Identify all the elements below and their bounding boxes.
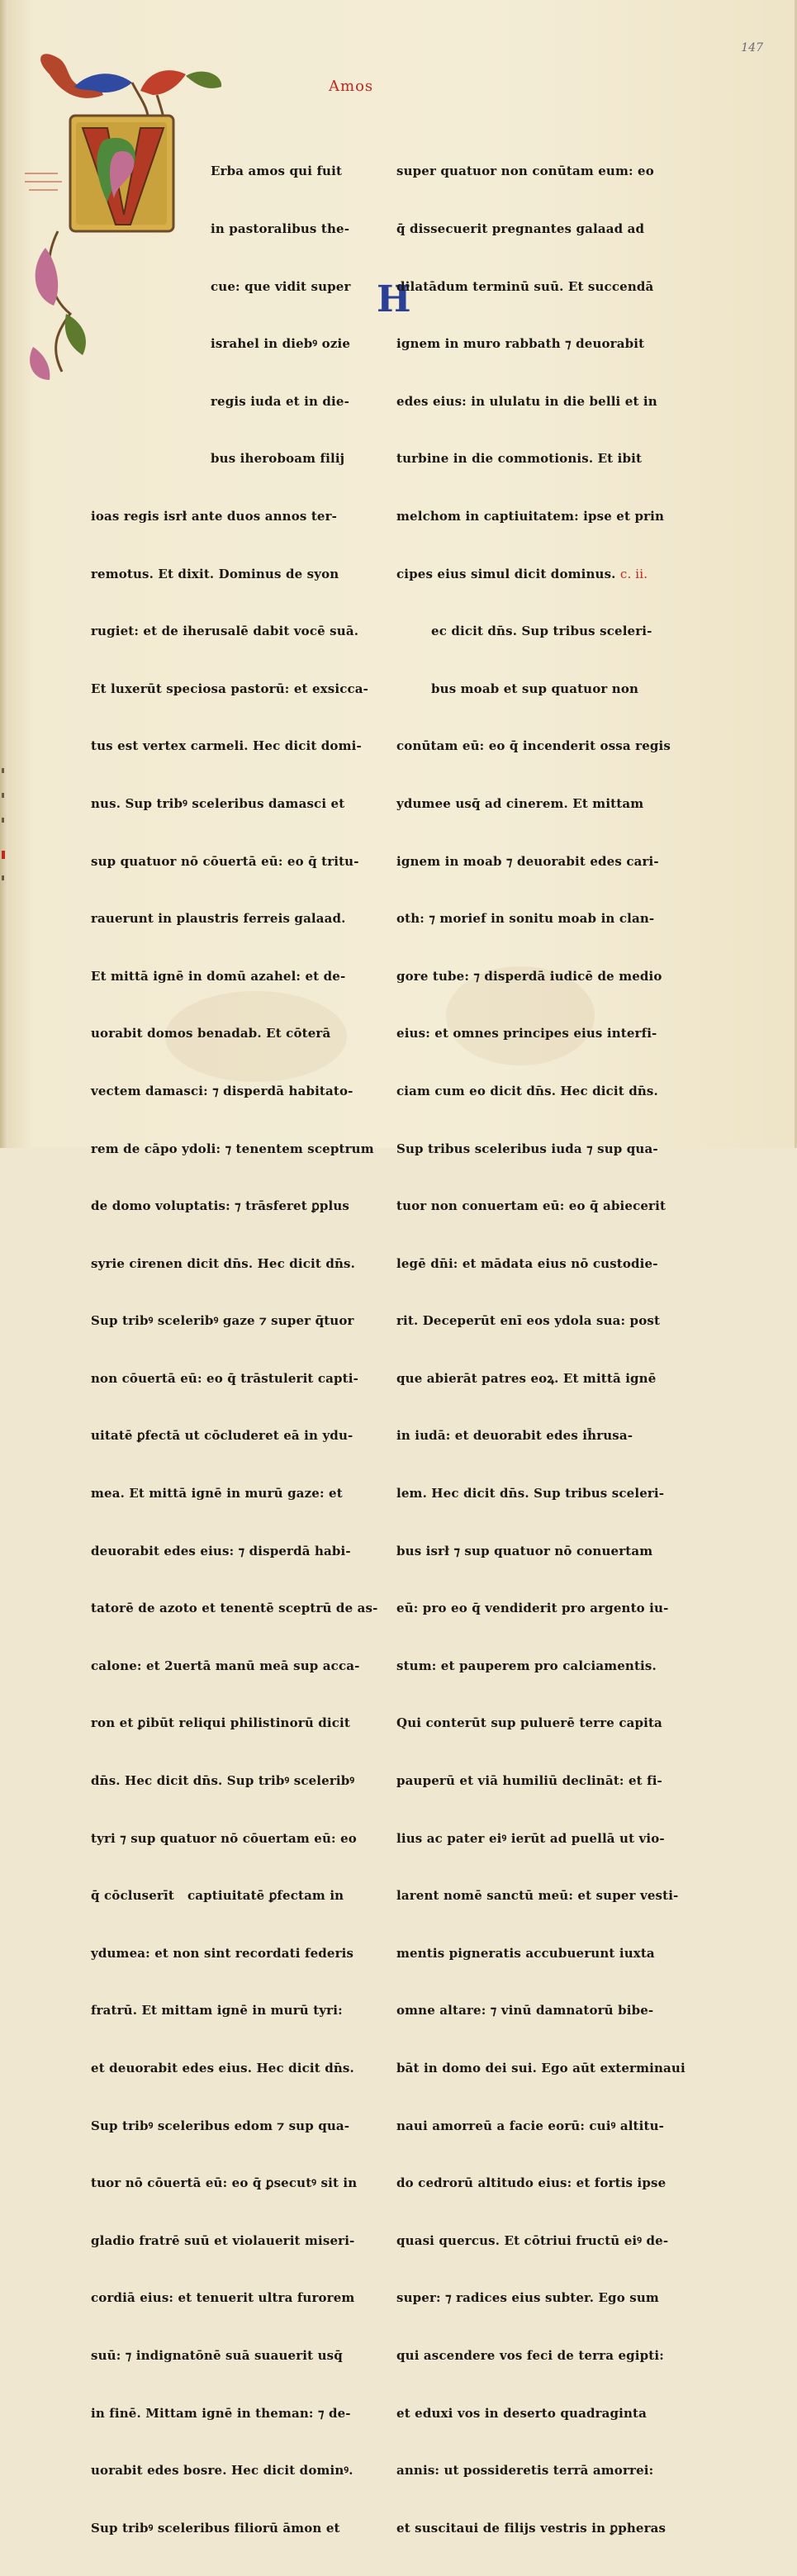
text-line: Sup tribꝰ sceleribꝰ gaze ⁊ super q̄tuor <box>91 1313 354 1329</box>
text-line: regis iuda et in die- <box>211 393 349 409</box>
text-line: tuor non conuertam eū: eo q̄ abiecerit <box>396 1198 667 1214</box>
text-line: in finē. Mittam ignē in theman: ⁊ de- <box>91 2405 351 2421</box>
text-line: in pastoralibus the- <box>211 221 350 236</box>
text-line: in iudā: et deuorabit edes ih̄rusa- <box>396 1428 633 1444</box>
text-line: uorabit edes bosre. Hec dicit dominꝰ. <box>91 2463 353 2479</box>
acanthus-leaf-icon <box>65 314 86 355</box>
acanthus-leaf-icon <box>186 72 221 88</box>
text-column-left <box>91 124 377 2576</box>
text-line: q̄ cōcluserīt captiuitatē ꝑfectam in <box>91 1888 344 1904</box>
text-line <box>396 565 686 584</box>
text-line: pauperū et viā humiliū declināt: et fi- <box>396 1773 662 1789</box>
text-line: et suscitaui de filijs vestris in ꝑpheras <box>396 2520 667 2536</box>
text-line: fratrū. Et mittam ignē in murū tyri: <box>91 2003 343 2019</box>
acanthus-leaf-icon <box>36 248 59 306</box>
text-line: ignem in moab ⁊ deuorabit edes cari- <box>396 853 659 869</box>
text-line: melchom in captiuitatem: ipse et prin <box>396 508 665 524</box>
text-line: vectem damasci: ⁊ disperdā habitato- <box>91 1083 353 1098</box>
text-line: quasi quercus. Et cōtriui fructū eiꝰ de- <box>396 2232 669 2248</box>
text-line: deuorabit edes eius: ⁊ disperdā habi- <box>91 1543 351 1558</box>
text-line: calone: et 2uertā manū meā sup acca- <box>91 1658 360 1673</box>
text-line: sup quatuor nō cōuertā eū: eo q̄ tritu- <box>91 853 359 869</box>
text-line: rem de cāpo ydoli: ⁊ tenentem sceptrum <box>91 1141 374 1156</box>
text-line: tus est vertex carmeli. Hec dicit domi- <box>91 738 362 754</box>
text-line: Sup tribus sceleribus iuda ⁊ sup qua- <box>396 1141 658 1156</box>
text-line: uitatē ꝑfectā ut cōcluderet eā in ydu- <box>91 1428 353 1444</box>
text-line: edes eius: in ululatu in die belli et in <box>396 393 657 409</box>
text-line: cue: que vidit super <box>211 278 351 294</box>
text-line: israhel in diebꝰ ozie <box>211 336 351 352</box>
text-line: tatorē de azoto et tenentē sceptrū de as- <box>91 1601 378 1616</box>
text-line: ciam cum eo dicit dn̄s. Hec dicit dn̄s. <box>396 1083 658 1098</box>
text-line: ec dicit dn̄s. Sup tribus sceleri- <box>431 624 652 639</box>
text-line: non cōuertā eū: eo q̄ trāstulerit capti- <box>91 1370 358 1386</box>
text-line: do cedrorū altitudo eius: et fortis ipse <box>396 2175 667 2191</box>
acanthus-leaf-icon <box>140 70 186 95</box>
text-line: nus. Sup tribꝰ sceleribus damasci et <box>91 795 345 811</box>
text-line: uorabit domos benadab. Et cōterā <box>91 1026 331 1041</box>
text-line: lius ac pater eiꝰ ierūt ad puellā ut vio- <box>396 1830 665 1846</box>
text-line: rugiet: et de iherusalē dabit vocē suā. <box>91 624 359 639</box>
text-line: super quatuor non conūtam eum: eo <box>396 164 654 179</box>
text-line: tyri ⁊ sup quatuor nō cōuertam eū: eo <box>91 1830 357 1846</box>
text-line: ydumee usq̄ ad cinerem. Et mittam <box>396 795 644 811</box>
page-gutter <box>0 0 8 1148</box>
text-line: gore tube: ⁊ disperdā iudicē de medio <box>396 968 662 984</box>
text-line: syrie cirenen dicit dn̄s. Hec dicit dn̄s. <box>91 1255 355 1271</box>
text-line: suū: ⁊ indignatōnē suā suauerit usq̄ <box>91 2347 343 2363</box>
text-line: larent nomē sanctū meū: et super vesti- <box>396 1888 679 1904</box>
text-line: ydumea: et non sint recordati federis <box>91 1945 354 1961</box>
text-line: mentis pigneratis accubuerunt iuxta <box>396 1945 655 1961</box>
text-line: et eduxi vos in deserto quadraginta <box>396 2405 648 2421</box>
text-line: eū: pro eo q̄ vendiderit pro argento iu- <box>396 1601 669 1616</box>
text-line: Qui conterūt sup puluerē terre capita <box>396 1715 662 1731</box>
text-line: stum: et pauperem pro calciamentis. <box>396 1658 657 1673</box>
text-line: dilatādum terminū suū. Et succendā <box>396 278 654 294</box>
text-line: naui amorreū a facie eorū: cuiꝰ altitu- <box>396 2118 664 2133</box>
text-line: de domo voluptatis: ⁊ trāsferet ꝑplus <box>91 1198 350 1214</box>
text-line: ioas regis isrł ante duos annos ter- <box>91 508 338 524</box>
folio-number: 147 <box>741 41 763 55</box>
text-line: bus iheroboam filij <box>211 451 345 467</box>
text-line: bus moab et sup quatuor non <box>431 681 639 696</box>
text-line-content: cipes eius simul dicit dominus. <box>396 566 616 581</box>
text-line: Sup tribꝰ sceleribus edom ⁊ sup qua- <box>91 2118 350 2133</box>
text-line: legē dn̄i: et mādata eius nō custodie- <box>396 1255 658 1271</box>
text-line: ignem in muro rabbath ⁊ deuorabit <box>396 336 645 352</box>
text-line: q̄ dissecuerit pregnantes galaad ad <box>396 221 645 236</box>
text-line: qui ascendere vos feci de terra egipti: <box>396 2347 664 2363</box>
text-line: et deuorabit edes eius. Hec dicit dn̄s. <box>91 2061 354 2076</box>
text-line: rit. Deceperūt enī eos ydola sua: post <box>396 1313 661 1329</box>
text-line: omne altare: ⁊ vinū damnatorū bibe- <box>396 2003 654 2019</box>
text-line: bāt in domo dei sui. Ego aūt exterminaui <box>396 2061 686 2076</box>
text-line: Et mittā ignē in domū azahel: et de- <box>91 968 346 984</box>
text-line: turbine in die commotionis. Et ibit <box>396 451 643 467</box>
text-line: eius: et omnes principes eius interfi- <box>396 1026 657 1041</box>
text-line: que abierāt patres eoꝝ. Et mittā ignē <box>396 1370 657 1386</box>
text-line: Sup tribꝰ sceleribus filiorū āmon et <box>91 2520 340 2536</box>
acanthus-leaf-icon <box>30 347 50 380</box>
chapter-marker: c. ii. <box>619 566 648 581</box>
text-line: Et luxerūt speciosa pastorū: et exsicca- <box>91 681 369 696</box>
text-line: lem. Hec dicit dn̄s. Sup tribus sceleri- <box>396 1486 665 1501</box>
margin-marks <box>0 760 10 908</box>
text-line: gladio fratrē suū et violauerit miseri- <box>91 2232 355 2248</box>
blue-initial: H <box>377 278 411 320</box>
text-line: mea. Et mittā ignē in murū gaze: et <box>91 1486 343 1501</box>
text-line: Erba amos qui fuit <box>211 164 343 179</box>
text-line: remotus. Et dixit. Dominus de syon <box>91 566 339 581</box>
text-line: conūtam eū: eo q̄ incenderit ossa regis <box>396 738 671 754</box>
text-column-right <box>396 124 686 2576</box>
text-line: tuor nō cōuertā eū: eo q̄ ꝑsecutꝰ sit in <box>91 2175 358 2191</box>
text-line: super: ⁊ radices eius subter. Ego sum <box>396 2290 659 2306</box>
text-line: annis: ut possideretis terrā amorrei: <box>396 2463 654 2479</box>
text-line: rauerunt in plaustris ferreis galaad. <box>91 911 346 927</box>
text-line: cordiā eius: et tenuerit ultra furorem <box>91 2290 355 2306</box>
text-line: oth: ⁊ morief in sonitu moab in clan- <box>396 911 655 927</box>
text-line: dn̄s. Hec dicit dn̄s. Sup tribꝰ sceleribꝰ <box>91 1773 355 1789</box>
text-line: ron et ꝑibūt reliqui philistinorū dicit <box>91 1715 350 1731</box>
text-line: bus isrł ⁊ sup quatuor nō conuertam <box>396 1543 653 1558</box>
running-head: Amos <box>329 78 374 95</box>
